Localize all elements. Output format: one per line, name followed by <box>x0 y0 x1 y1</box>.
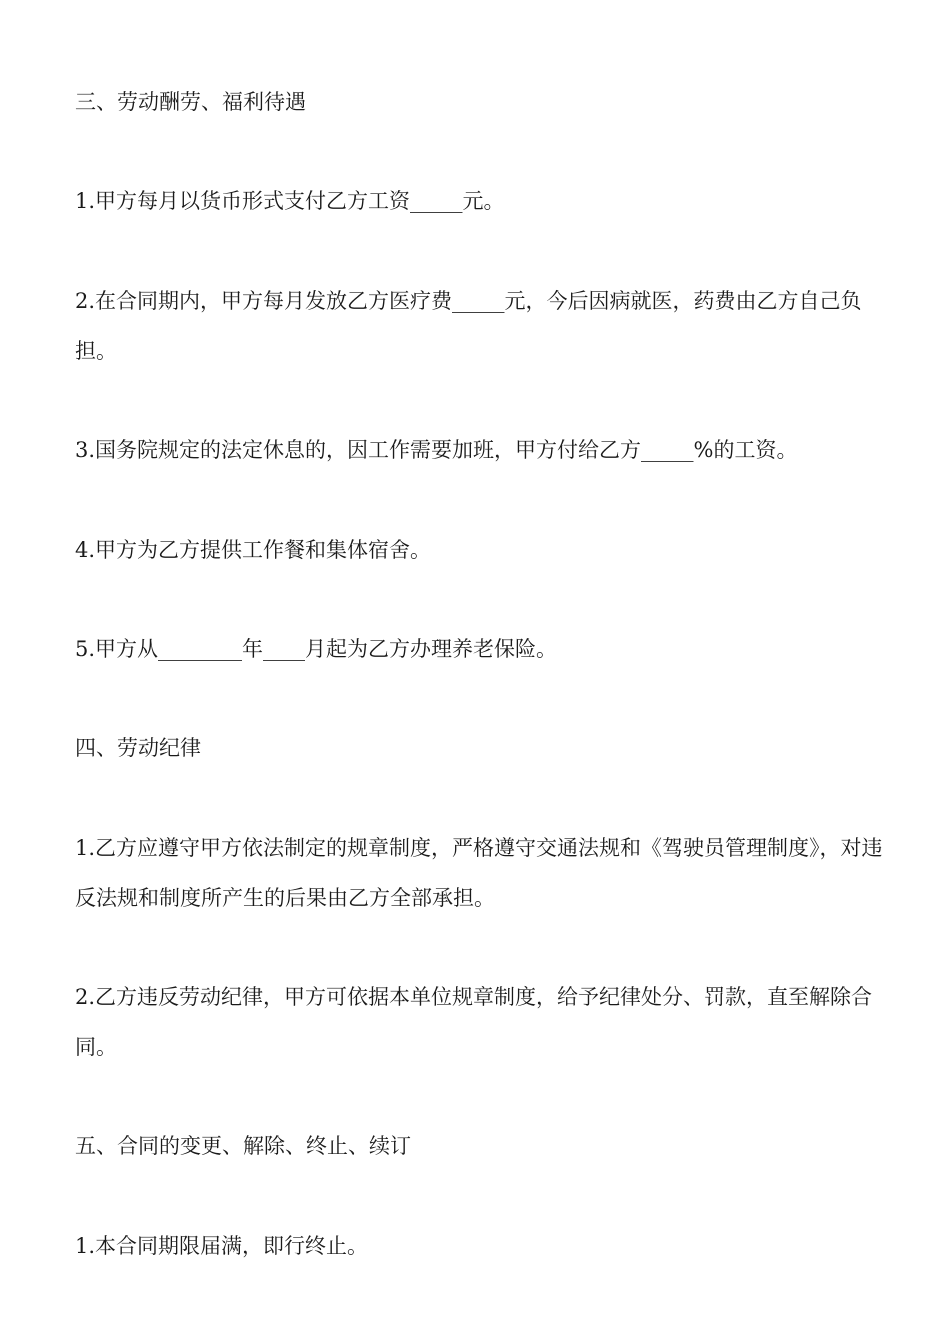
section-4-item-1: 1.乙方应遵守甲方依法制定的规章制度，严格遵守交通法规和《驾驶员管理制度》，对违反法规和制度所产生的后果由乙方全部承担。 <box>75 836 883 910</box>
section-3-item-2: 2.在合同期内，甲方每月发放乙方医疗费_____元，今后因病就医，药费由乙方自己负担。 <box>75 289 862 363</box>
section-5-heading: 五、合同的变更、解除、终止、续订 <box>75 1134 411 1158</box>
section-3-item-4: 4.甲方为乙方提供工作餐和集体宿舍。 <box>75 538 432 562</box>
section-5-item-1: 1.本合同期限届满，即行终止。 <box>75 1234 369 1258</box>
section-3-item-1: 1.甲方每月以货币形式支付乙方工资_____元。 <box>75 189 505 213</box>
section-3-item-5: 5.甲方从________年____月起为乙方办理养老保险。 <box>75 637 558 661</box>
section-3-item-3: 3.国务院规定的法定休息的，因工作需要加班，甲方付给乙方_____%的工资。 <box>75 438 798 462</box>
section-4-item-2: 2.乙方违反劳动纪律，甲方可依据本单位规章制度，给予纪律处分、罚款，直至解除合同。 <box>75 985 873 1059</box>
section-3-heading: 三、劳动酬劳、福利待遇 <box>75 90 306 114</box>
section-4-heading: 四、劳动纪律 <box>75 736 201 760</box>
